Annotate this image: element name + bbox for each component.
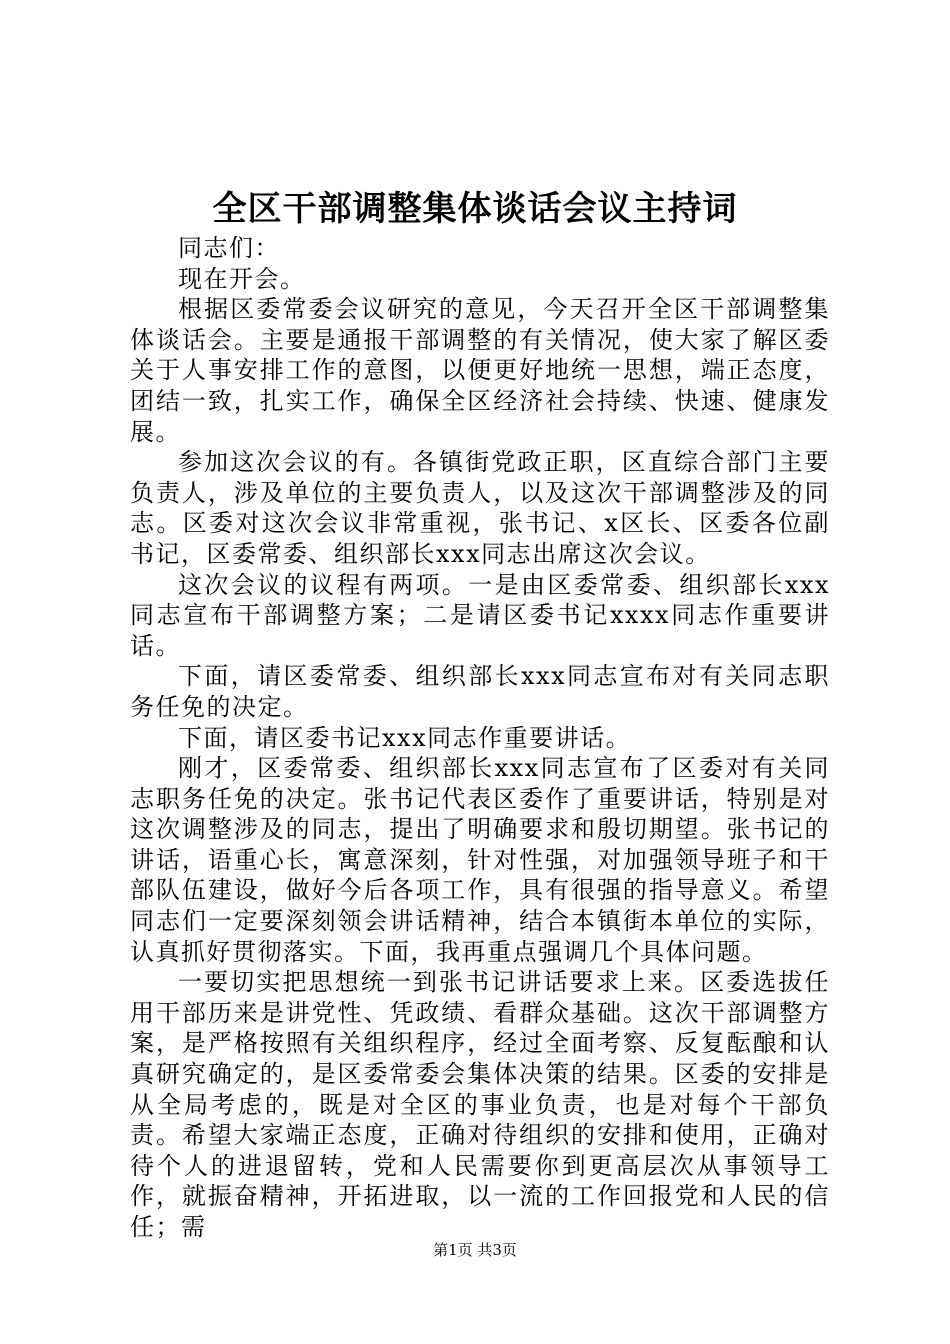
page-number-footer: 第1页 共3页 [433, 1241, 517, 1259]
paragraph-salutation: 同志们： [178, 234, 280, 262]
paragraph: 这次会议的议程有两项。一是由区委常委、组织部长xxx同志宣布干部调整方案；二是请区委书记xxxx同志作重要讲话。 [130, 570, 830, 660]
document-title: 全区干部调整集体谈话会议主持词 [212, 189, 738, 229]
paragraph: 下面，请区委常委、组织部长xxx同志宣布对有关同志职务任免的决定。 [130, 662, 830, 721]
paragraph: 一要切实把思想统一到张书记讲话要求上来。区委选拔任用干部历来是讲党性、凭政绩、看群众基础。这次干部调整方案，是严格按照有关组织程序，经过全面考察、反复酝酿和认真研究确定的，是区委常委会集体决策的结果。区委的安排是从全局考虑的，既是对全区的事业负责，也是对每个干部负责。希望大家端正态度，正确对待组织的安排和使用，正确对待个人的进退留转，党和人民需要你到更高层次从事领导工作，就振奋精神，开拓进取，以一流的工作回报党和人民的信任；需 [130, 968, 830, 1241]
paragraph: 根据区委常委会议研究的意见，今天召开全区干部调整集体谈话会。主要是通报干部调整的有关情况，使大家了解区委关于人事安排工作的意图，以便更好地统一思想，端正态度，团结一致，扎实工作，确保全区经济社会持续、快速、健康发展。 [130, 295, 830, 446]
document-body [130, 233, 830, 1243]
paragraph: 下面，请区委书记xxx同志作重要讲话。 [178, 723, 632, 752]
paragraph: 参加这次会议的有。各镇街党政正职，区直综合部门主要负责人，涉及单位的主要负责人，以及这次干部调整涉及的同志。区委对这次会议非常重视，张书记、x区长、区委各位副书记，区委常委、组织部长xxx同志出席这次会议。 [130, 448, 830, 568]
paragraph-opening: 现在开会。 [178, 264, 306, 293]
paragraph: 刚才，区委常委、组织部长xxx同志宣布了区委对有关同志职务任免的决定。张书记代表区委作了重要讲话，特别是对这次调整涉及的同志，提出了明确要求和殷切期望。张书记的讲话，语重心长，寓意深刻，针对性强，对加强领导班子和干部队伍建设，做好今后各项工作，具有很强的指导意义。希望同志们一定要深刻领会讲话精神，结合本镇街本单位的实际，认真抓好贯彻落实。下面，我再重点强调几个具体问题。 [130, 754, 830, 966]
